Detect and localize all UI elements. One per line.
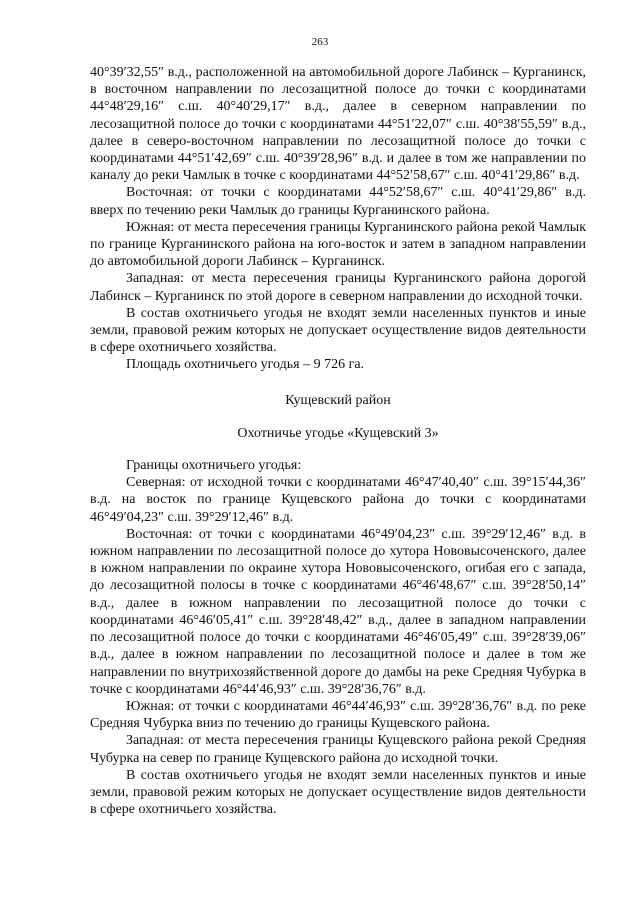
paragraph-boundaries-intro: Границы охотничьего угодья: bbox=[126, 458, 302, 474]
paragraph-southern-boundary-2: Южная: от точки с координатами 46°44′46,93″ с.ш. 39°28′36,76″ в.д. по реке Средняя Чубурка вниз по течению до границы Кущевского района. bbox=[90, 698, 586, 732]
paragraph-area: Площадь охотничьего угодья – 9 726 га. bbox=[126, 357, 365, 373]
paragraph-excluded-lands-2: В состав охотничьего угодья не входят земли населенных пунктов и иные земли, правовой режим которых не допускает осуществление видов деятельности в сфере охотничьего хозяйства. bbox=[90, 767, 586, 818]
paragraph-southern-boundary: Южная: от места пересечения границы Курганинского района рекой Чамлык по границе Курганинского района на юго-восток и затем в западном направлении до автомобильной дороги Лабинск – Курганинск. bbox=[90, 219, 586, 270]
district-heading: Кущевский район bbox=[285, 392, 391, 408]
hunting-ground-heading: Охотничье угодье «Кущевский 3» bbox=[237, 425, 439, 441]
paragraph-eastern-boundary-2: Восточная: от точки с координатами 46°49′04,23″ с.ш. 39°29′12,46″ в.д. в южном направлении по лесозащитной полосе до хутора Нововысоченского, далее в южном направлении по окраине хутора Нововысоченского, огибая его с запада, до лесозащитной полосы в точке с координатами 46°46′48,67″ с.ш. 39°28′50,14″ в.д., далее в южном направлении по лесозащитной полосе до точки с координатами 46°46′05,41″ с.ш. 39°28′48,42″ в.д., далее в западном направлении по лесозащитной полосе до точки с координатами 46°46′05,49″ с.ш. 39°28′39,06″ в.д., далее в южном направлении по лесозащитной полосе и далее в том же направлении по внутрихозяйственной дороге до дамбы на реке Средняя Чубурка в точке с координатами 46°44′46,93″ с.ш. 39°28′36,76″ в.д. bbox=[90, 526, 586, 697]
document-body bbox=[90, 64, 586, 818]
paragraph-coordinates-continued: 40°39′32,55″ в.д., расположенной на автомобильной дороге Лабинск – Курганинск, в восточном направлении по лесозащитной полосе до точки с координатами 44°48′29,16″ с.ш. 40°40′29,17″ в.д., далее в северном направлении по лесозащитной полосе до точки с координатами 44°51′22,07″ с.ш. 40°38′55,59″ в.д., далее в северо-восточном направлении по лесозащитной полосе до точки с координатами 44°51′42,69″ с.ш. 40°39′28,96″ в.д. и далее в том же направлении по каналу до реки Чамлык в точке с координатами 44°52′58,67″ с.ш. 40°41′29,86″ в.д. bbox=[90, 65, 586, 184]
paragraph-excluded-lands: В состав охотничьего угодья не входят земли населенных пунктов и иные земли, правовой режим которых не допускает осуществление видов деятельности в сфере охотничьего хозяйства. bbox=[90, 305, 586, 356]
paragraph-western-boundary-2: Западная: от места пересечения границы Кущевского района рекой Средняя Чубурка на север по границе Кущевского района до исходной точки. bbox=[90, 733, 586, 766]
paragraph-northern-boundary: Северная: от исходной точки с координатами 46°47′40,40″ с.ш. 39°15′44,36″ в.д. на восток по границе Кущевского района до точки с координатами 46°49′04,23″ с.ш. 39°29′12,46″ в.д. bbox=[90, 475, 586, 525]
paragraph-eastern-boundary: Восточная: от точки с координатами 44°52′58,67″ с.ш. 40°41′29,86″ в.д. вверх по течению реки Чамлык до границы Курганинского района. bbox=[90, 185, 586, 218]
paragraph-western-boundary: Западная: от места пересечения границы Курганинского района дорогой Лабинск – Курганинск по этой дороге в северном направлении до исходной точки. bbox=[90, 271, 586, 304]
page-number: 263 bbox=[311, 36, 329, 48]
